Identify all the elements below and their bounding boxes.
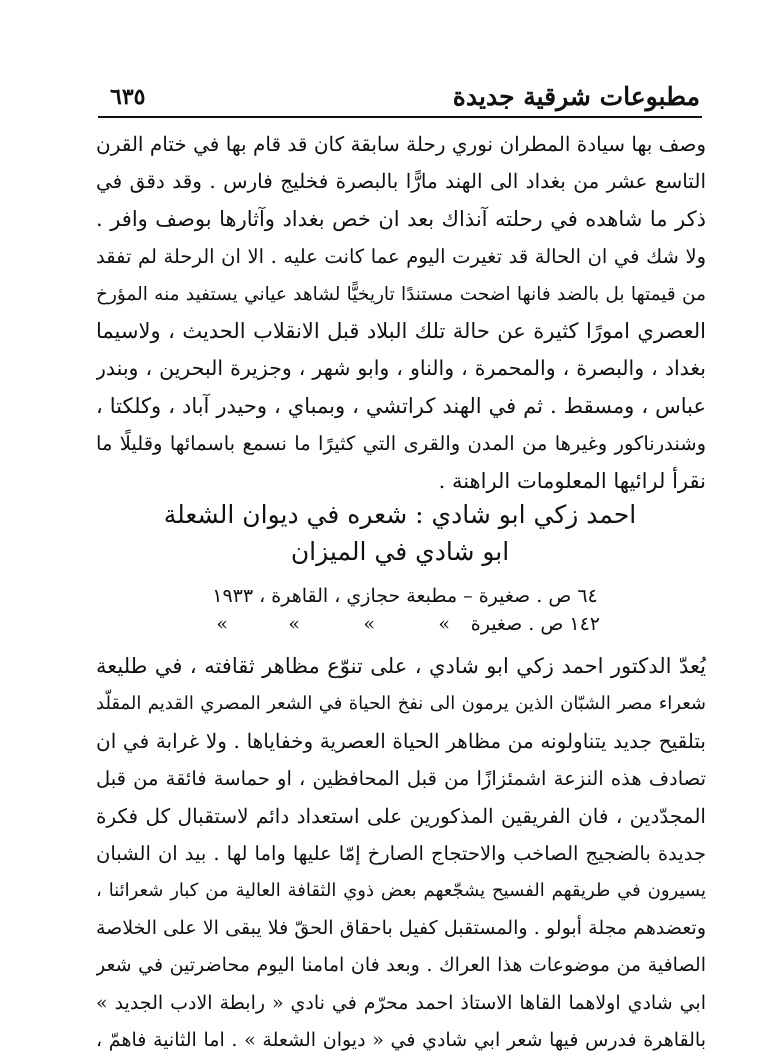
text-line: بتلقيح جديد يتناولونه من مظاهر الحياة العصرية وخفاياها . ولا غرابة في ان [96,728,706,753]
ditto-mark: » [288,613,300,635]
page-header [100,78,700,114]
text-line: نقرأ لرائيها المعلومات الراهنة . [438,468,706,493]
text-line: وصف بها سيادة المطران نوري رحلة سابقة كان قد قام بها في ختام القرن [96,132,706,156]
text-line: ابي شادي اولاهما القاها الاستاذ احمد محرّم في نادي « رابطة الادب الجديد » [96,991,706,1014]
publication-info: ٦٤ ص . صغيرة – مطبعة حجازي ، القاهرة ، ١٩٣٣ [212,585,598,607]
text-line: جديدة بالضجيج الصاخب والاحتجاج الصارخ إمّا عليها واما لها . بيد ان الشبان [96,841,706,865]
paragraph-review-body [96,648,706,1059]
text-line: وشندرناكور وغيرها من المدن والقرى التي كثيرًا ما نسمع باسمائها وقليلًا ما [96,432,706,456]
paragraph-travel-account [96,126,706,500]
text-line: الصافية من موضوعات هذا العراك . وبعد فان امامنا اليوم محاضرتين في شعر [96,954,706,977]
text-line: يُعدّ الدكتور احمد زكي ابو شادي ، على تنوّع مظاهر ثقافته ، في طليعة [96,654,706,678]
text-line: يسيرون في طريقهم الفسيح يشجّعهم بعض ذوي الثقافة العالية من كبار شعرائنا ، [96,880,706,902]
text-line: تصادف هذه النزعة اشمئزازًا من قبل المحافظين ، او حماسة فائقة من قبل [96,767,706,791]
text-line: بالقاهرة فدرس فيها شعر ابي شادي في « ديوان الشعلة » . اما الثانية فاهمّ ، [96,1028,706,1051]
running-title: مطبوعات شرقية جديدة [452,82,700,111]
text-line: المجدّدين ، فان الفريقين المذكورين على استعداد دائم لاستقبال كل فكرة [96,803,706,828]
review-heading: احمد زكي ابو شادي : شعره في ديوان الشعلة [163,500,637,529]
text-line: من قيمتها بل بالضد فانها اضحت مستندًا تاريخيًّا لشاهد عياني يستفيد منه المؤرخ [96,283,706,305]
ditto-mark: » [216,613,228,635]
text-line: التاسع عشر من بغداد الى الهند مارًّا بالبصرة فخليج فارس . وقد دقق في [96,169,706,194]
text-line: شعراء مصر الشبّان الذين يرمون الى نفخ الحياة في الشعر المصري القديم المقلّد [96,693,706,715]
ditto-mark: » [363,613,375,635]
review-subheading: ابو شادي في الميزان [290,537,510,566]
ditto-mark: » [438,613,450,635]
text-line: عباس ، ومسقط . ثم في الهند كراتشي ، وبمباي ، وحيدر آباد ، وكلكتا ، [96,393,706,418]
text-line: ولا شك في ان الحالة قد تغيرت اليوم عما كانت عليه . الا ان الرحلة لم تفقد [96,245,706,269]
text-line: ذكر ما شاهده في رحلته آنذاك بعد ان خص بغداد وآثارها بوصف وافر . [96,206,706,231]
text-line: العصري امورًا كثيرة عن حالة تلك البلاد قبل الانقلاب الحديث ، ولاسيما [96,318,706,343]
text-line: وتعضدهم مجلة أبولو . والمستقبل كفيل باحقاق الحقّ فلا يبقى الا على الخلاصة [96,916,706,939]
header-rule [98,116,702,118]
text-line: بغداد ، والبصرة ، والمحمرة ، والناو ، وابو شهر ، وجزيرة البحرين ، وبندر [96,356,706,381]
page-number: ٦٣٥ [110,84,146,110]
page-count: ١٤٢ ص . صغيرة [470,613,600,635]
